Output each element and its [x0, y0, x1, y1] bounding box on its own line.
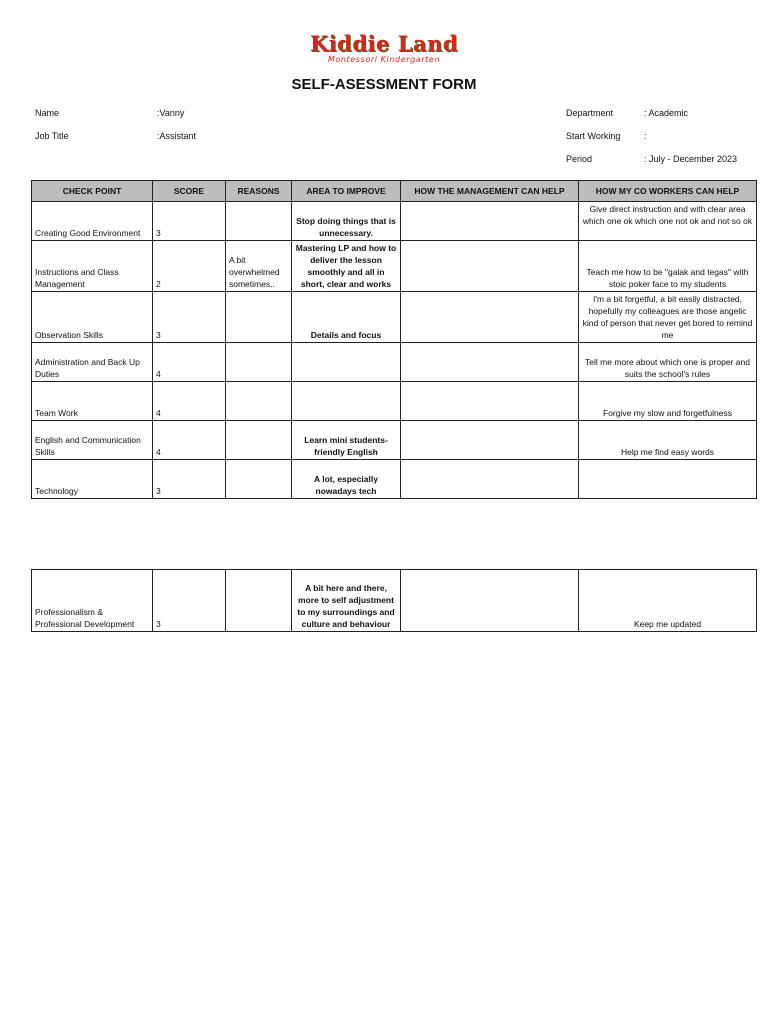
form-title: SELF-ASESSMENT FORM: [291, 76, 477, 93]
score-cell: 3: [153, 202, 226, 241]
school-logo: [0, 33, 768, 65]
check-point-cell: Professionalism & Professional Development: [32, 570, 153, 632]
reasons-cell: [226, 382, 292, 421]
coworkers-help-cell: [579, 460, 757, 499]
check-point-cell: Team Work: [32, 382, 153, 421]
reasons-cell: [226, 570, 292, 632]
reasons-cell: [226, 292, 292, 343]
table-row: [32, 292, 757, 343]
logo-subtitle: Montessori Kindergarten: [327, 55, 441, 64]
area-to-improve-cell: [292, 343, 401, 382]
assessment-table: [31, 180, 757, 499]
management-help-cell: [401, 202, 579, 241]
coworkers-help-cell: I'm a bit forgetful, a bit easily distracted, hopefully my colleagues are those angelic kind of person that never get bored to remind me: [579, 292, 757, 343]
score-cell: 4: [153, 343, 226, 382]
score-cell: 4: [153, 421, 226, 460]
score-cell: 2: [153, 241, 226, 292]
score-cell: 3: [153, 292, 226, 343]
period-label: Period: [566, 154, 593, 164]
name-label: Name: [35, 108, 60, 118]
coworkers-help-cell: Help me find easy words: [579, 421, 757, 460]
job-title-value: :Assistant: [157, 131, 197, 141]
department-label: Department: [566, 108, 614, 118]
coworkers-help-cell: Keep me updated: [579, 570, 757, 632]
check-point-cell: Creating Good Environment: [32, 202, 153, 241]
start-working-value: :: [644, 131, 647, 141]
department-value: : Academic: [644, 108, 689, 118]
management-help-cell: [401, 292, 579, 343]
table-row: [32, 202, 757, 241]
check-point-cell: Administration and Back Up Duties: [32, 343, 153, 382]
management-help-cell: [401, 460, 579, 499]
area-to-improve-cell: Details and focus: [292, 292, 401, 343]
coworkers-help-cell: Tell me more about which one is proper and suits the school's rules: [579, 343, 757, 382]
check-point-cell: Technology: [32, 460, 153, 499]
reasons-cell: [226, 421, 292, 460]
table-row: [32, 241, 757, 292]
score-cell: 4: [153, 382, 226, 421]
coworkers-help-cell: Forgive my slow and forgetfulness: [579, 382, 757, 421]
table-header-row: [32, 181, 757, 202]
table-row: [32, 570, 757, 632]
management-help-cell: [401, 382, 579, 421]
reasons-cell: A bit overwhelmed sometimes..: [226, 241, 292, 292]
score-cell: 3: [153, 570, 226, 632]
header-check-point: CHECK POINT: [32, 181, 153, 202]
table-row: [32, 421, 757, 460]
logo-name: Kiddie Land: [309, 31, 459, 56]
table-row: [32, 343, 757, 382]
header-management-help: HOW THE MANAGEMENT CAN HELP: [401, 181, 579, 202]
check-point-cell: English and Communication Skills: [32, 421, 153, 460]
reasons-cell: [226, 202, 292, 241]
coworkers-help-cell: Teach me how to be "galak and tegas" with stoic poker face to my students: [579, 241, 757, 292]
reasons-cell: [226, 460, 292, 499]
start-working-label: Start Working: [566, 131, 621, 141]
table-row: [32, 460, 757, 499]
header-reasons: REASONS: [226, 181, 292, 202]
management-help-cell: [401, 241, 579, 292]
name-value: :Vanny: [157, 108, 185, 118]
period-value: : July - December 2023: [644, 154, 738, 164]
job-title-label: Job Title: [35, 131, 69, 141]
coworkers-help-cell: Give direct instruction and with clear area which one ok which one not ok and not so ok: [579, 202, 757, 241]
management-help-cell: [401, 421, 579, 460]
assessment-table-continued: [31, 569, 757, 632]
score-cell: 3: [153, 460, 226, 499]
management-help-cell: [401, 343, 579, 382]
check-point-cell: Observation Skills: [32, 292, 153, 343]
reasons-cell: [226, 343, 292, 382]
area-to-improve-cell: A lot, especially nowadays tech: [292, 460, 401, 499]
table-row: [32, 382, 757, 421]
area-to-improve-cell: Stop doing things that is unnecessary.: [292, 202, 401, 241]
header-area-to-improve: AREA TO IMPROVE: [292, 181, 401, 202]
area-to-improve-cell: [292, 382, 401, 421]
check-point-cell: Instructions and Class Management: [32, 241, 153, 292]
header-coworkers-help: HOW MY CO WORKERS CAN HELP: [579, 181, 757, 202]
area-to-improve-cell: Learn mini students-friendly English: [292, 421, 401, 460]
header-score: SCORE: [153, 181, 226, 202]
area-to-improve-cell: A bit here and there, more to self adjustment to my surroundings and culture and behaviour: [292, 570, 401, 632]
area-to-improve-cell: Mastering LP and how to deliver the lesson smoothly and all in short, clear and works: [292, 241, 401, 292]
management-help-cell: [401, 570, 579, 632]
